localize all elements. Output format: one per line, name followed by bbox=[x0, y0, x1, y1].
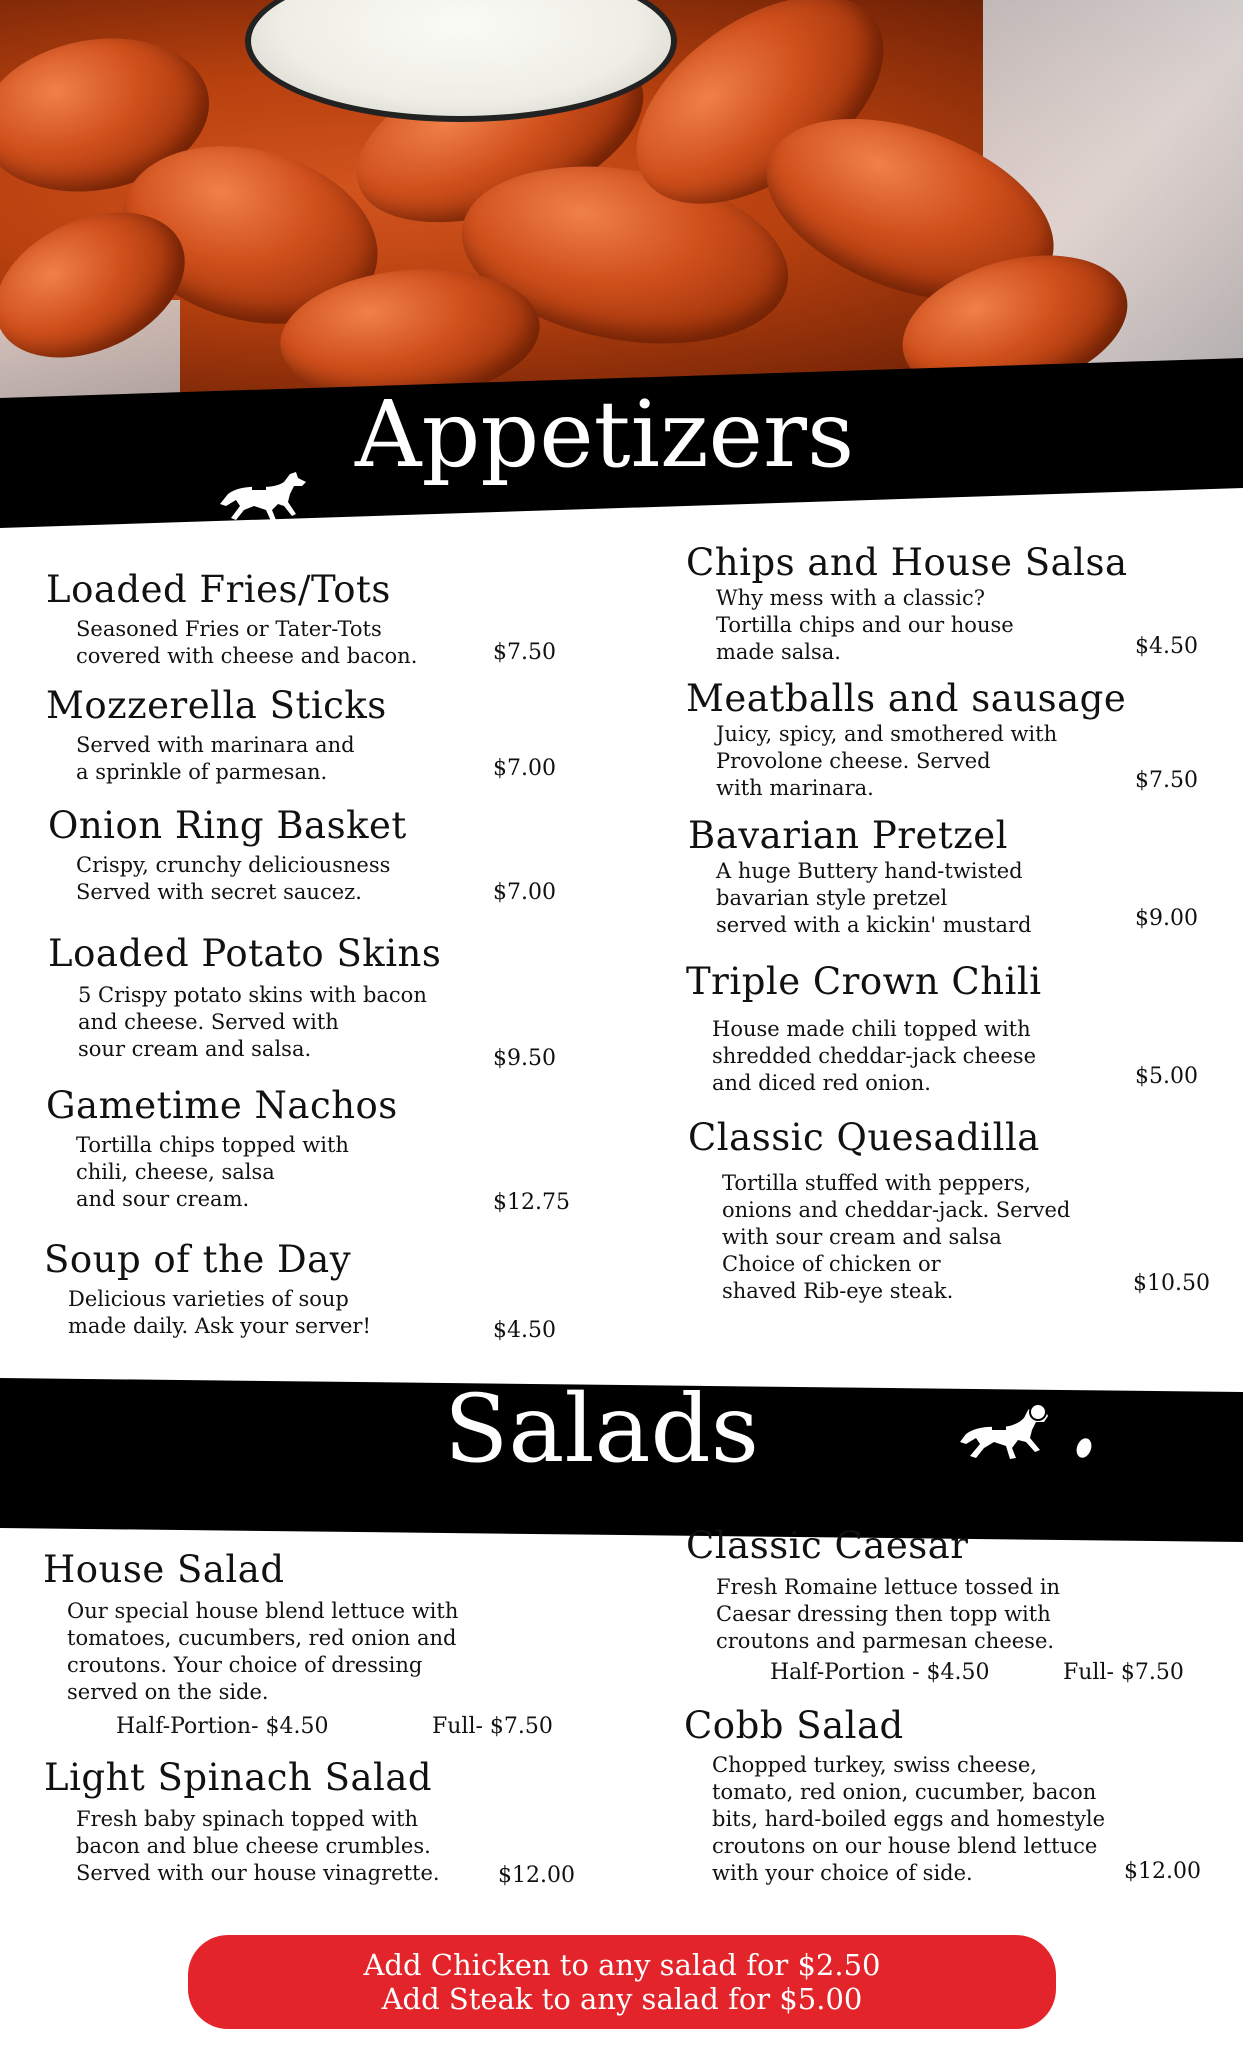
item-name: Meatballs and sausage bbox=[686, 677, 1127, 720]
menu-item bbox=[44, 1238, 371, 1340]
item-price: $7.00 bbox=[493, 880, 556, 905]
menu-item bbox=[48, 932, 441, 1063]
item-name: House Salad bbox=[43, 1548, 285, 1591]
item-name: Triple Crown Chili bbox=[686, 960, 1042, 1003]
football-horse-icon bbox=[960, 1400, 1095, 1465]
menu-item bbox=[686, 541, 1128, 666]
menu-item bbox=[44, 1756, 440, 1887]
half-portion-price: Half-Portion - $4.50 bbox=[770, 1660, 990, 1685]
item-name: Onion Ring Basket bbox=[48, 804, 407, 847]
item-description: Fresh Romaine lettuce tossed in Caesar dressing then topp with croutons and parmesan cheese. bbox=[716, 1575, 1061, 1653]
item-name: Chips and House Salsa bbox=[686, 541, 1128, 584]
menu-item bbox=[684, 1704, 1105, 1887]
item-description: Our special house blend lettuce with tomatoes, cucumbers, red onion and croutons. Your choice of dressing served on the side. bbox=[67, 1599, 459, 1704]
menu-item bbox=[46, 568, 417, 670]
item-name: Classic Quesadilla bbox=[688, 1116, 1040, 1159]
item-description: A huge Buttery hand-twisted bavarian style pretzel served with a kickin' mustard bbox=[716, 859, 1032, 937]
item-name: Cobb Salad bbox=[684, 1704, 904, 1747]
addon-chicken: Add Chicken to any salad for $2.50 bbox=[363, 1948, 881, 1982]
item-price: $7.50 bbox=[493, 640, 556, 665]
item-description: Seasoned Fries or Tater-Tots covered with cheese and bacon. bbox=[76, 617, 418, 668]
item-description: Tortilla stuffed with peppers, onions and cheddar-jack. Served with sour cream and salsa Choice of chicken or shaved Rib-eye steak. bbox=[722, 1171, 1071, 1303]
addon-steak: Add Steak to any salad for $5.00 bbox=[381, 1982, 863, 2016]
item-price: $7.00 bbox=[493, 756, 556, 781]
item-name: Loaded Potato Skins bbox=[48, 932, 442, 975]
item-description: House made chili topped with shredded cheddar-jack cheese and diced red onion. bbox=[712, 1017, 1036, 1095]
item-name: Bavarian Pretzel bbox=[688, 814, 1008, 857]
item-name: Classic Caesar bbox=[686, 1524, 969, 1567]
salads-title: Salads bbox=[444, 1375, 759, 1484]
item-price: $9.00 bbox=[1135, 906, 1198, 931]
half-portion-price: Half-Portion- $4.50 bbox=[116, 1714, 329, 1739]
menu-item bbox=[686, 1524, 1060, 1655]
full-portion-price: Full- $7.50 bbox=[432, 1714, 553, 1739]
menu-item bbox=[46, 684, 387, 786]
item-price: $4.50 bbox=[1135, 634, 1198, 659]
item-name: Soup of the Day bbox=[44, 1238, 352, 1281]
item-price: $7.50 bbox=[1135, 768, 1198, 793]
menu-item bbox=[686, 960, 1042, 1097]
item-description: 5 Crispy potato skins with bacon and cheese. Served with sour cream and salsa. bbox=[78, 983, 427, 1061]
item-description: Served with marinara and a sprinkle of parmesan. bbox=[76, 733, 355, 784]
item-description: Delicious varieties of soup made daily. Ask your server! bbox=[68, 1287, 371, 1338]
item-description: Tortilla chips topped with chili, cheese, salsa and sour cream. bbox=[76, 1133, 349, 1211]
item-description: Chopped turkey, swiss cheese, tomato, red onion, cucumber, bacon bits, hard-boiled eggs and homestyle croutons on our house blend lettuce with your choice of side. bbox=[712, 1753, 1106, 1885]
item-description: Fresh baby spinach topped with bacon and blue cheese crumbles. Served with our house vinagrette. bbox=[76, 1807, 440, 1885]
salad-addons-banner bbox=[188, 1935, 1056, 2029]
menu-item bbox=[43, 1548, 458, 1706]
item-price: $4.50 bbox=[493, 1318, 556, 1343]
full-portion-price: Full- $7.50 bbox=[1063, 1660, 1184, 1685]
item-description: Juicy, spicy, and smothered with Provolone cheese. Served with marinara. bbox=[716, 722, 1058, 800]
racehorse-icon bbox=[218, 466, 313, 526]
item-name: Loaded Fries/Tots bbox=[46, 568, 391, 611]
item-price: $10.50 bbox=[1133, 1271, 1210, 1296]
item-price: $12.00 bbox=[1124, 1859, 1201, 1884]
menu-item bbox=[688, 814, 1031, 939]
wings-photo bbox=[0, 0, 1243, 420]
menu-item bbox=[686, 677, 1126, 802]
item-name: Light Spinach Salad bbox=[44, 1756, 433, 1799]
item-price: $12.75 bbox=[493, 1190, 570, 1215]
item-price: $12.00 bbox=[498, 1863, 575, 1888]
menu-item bbox=[48, 804, 407, 906]
item-price: $9.50 bbox=[493, 1046, 556, 1071]
item-name: Mozzerella Sticks bbox=[46, 684, 387, 727]
item-description: Why mess with a classic? Tortilla chips and our house made salsa. bbox=[716, 586, 1014, 664]
item-description: Crispy, crunchy deliciousness Served with secret saucez. bbox=[76, 853, 391, 904]
menu-item bbox=[688, 1116, 1070, 1305]
item-name: Gametime Nachos bbox=[46, 1084, 398, 1127]
appetizers-title: Appetizers bbox=[355, 381, 855, 488]
menu-item bbox=[46, 1084, 398, 1213]
item-price: $5.00 bbox=[1135, 1064, 1198, 1089]
